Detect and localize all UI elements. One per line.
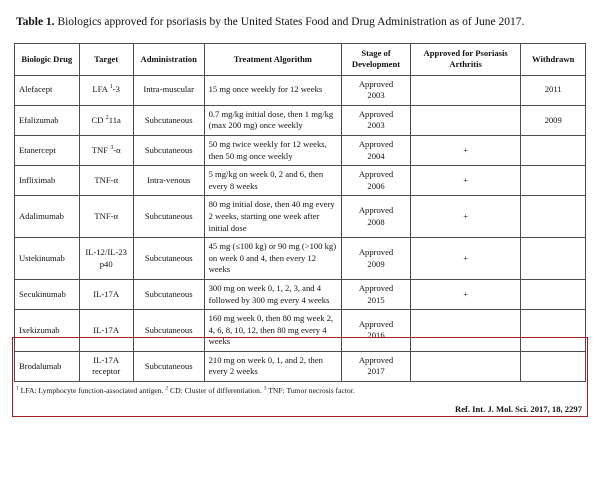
cell-arthritis: + [410,238,520,280]
cell-stage [342,105,411,135]
cell-algorithm: 50 mg twice weekly for 12 weeks, then 50 mg once weekly [204,135,342,165]
cell-administration: Subcutaneous [133,105,204,135]
cell-withdrawn [521,166,586,196]
table-caption [16,14,584,31]
footnote-marker: 2 [105,113,109,121]
cell-drug: Alefacept [15,75,80,105]
reference-citation: Ref. Int. J. Mol. Sci. 2017, 18, 2297 [455,404,582,415]
cell-withdrawn [521,351,586,381]
cell-administration: Subcutaneous [133,279,204,309]
cell-stage [342,75,411,105]
stage-status: Approved [358,138,394,149]
cell-target [79,310,133,352]
cell-drug: Secukinumab [15,279,80,309]
stage-status: Approved [358,169,394,180]
table-row-highlighted [15,279,586,309]
cell-algorithm: 5 mg/kg on week 0, 2 and 6, then every 8 weeks [204,166,342,196]
table-row [15,166,586,196]
col-header-withdrawn: Withdrawn [521,44,586,75]
cell-administration: Subcutaneous [133,196,204,238]
stage-year: 2015 [367,294,385,305]
cell-algorithm: 210 mg on week 0, 1, and 2, then every 2 weeks [204,351,342,381]
cell-drug: Brodalumab [15,351,80,381]
footnote-marker-1: 1 [16,385,19,392]
cell-algorithm: 15 mg once weekly for 12 weeks [204,75,342,105]
stage-status: Approved [358,318,394,329]
cell-target [79,75,133,105]
table-header [15,44,586,75]
cell-target [79,238,133,280]
col-header-administration: Administration [133,44,204,75]
cell-stage [342,351,411,381]
target-suffix: 11a [108,114,121,125]
footnote-marker: 1 [109,83,113,91]
cell-stage [342,238,411,280]
table-row [15,351,586,381]
col-header-drug: Biologic Drug [15,44,80,75]
cell-withdrawn [521,135,586,165]
target-prefix: TNF-α [94,174,118,185]
cell-arthritis: + [410,135,520,165]
cell-arthritis [410,105,520,135]
stage-year: 2016 [367,330,385,341]
footnote-text-1: LFA: Lymphocyte function-associated antigen. [20,386,164,396]
cell-algorithm: 0.7 mg/kg initial dose, then 1 mg/kg (max 200 mg) once weekly [204,105,342,135]
cell-arthritis: + [410,279,520,309]
cell-drug: Adalimumab [15,196,80,238]
stage-year: 2008 [367,216,385,227]
target-prefix: LFA [92,84,110,95]
footnote-marker-3: 3 [263,385,267,392]
col-header-treatment-algorithm: Treatment Algorithm [204,44,342,75]
stage-status: Approved [358,282,394,293]
cell-administration: Intra-venous [133,166,204,196]
cell-drug: Ustekinumab [15,238,80,280]
biologics-table [14,43,586,382]
cell-stage [342,310,411,352]
stage-status: Approved [358,354,394,365]
cell-stage [342,196,411,238]
cell-stage [342,279,411,309]
stage-status: Approved [358,78,394,89]
cell-administration: Intra-muscular [133,75,204,105]
footnote-marker-2: 2 [165,385,169,392]
cell-target [79,135,133,165]
footnote-text-2: CD: Cluster of differentiation. [170,386,262,396]
stage-year: 2009 [367,258,385,269]
target-suffix: -3 [112,84,120,95]
cell-arthritis [410,75,520,105]
footnote-text-3: TNF: Tumor necrosis factor. [268,386,355,396]
cell-withdrawn [521,238,586,280]
table-row [15,105,586,135]
cell-target [79,196,133,238]
col-header-approved-psoriasis-arthritis: Approved for Psoriasis Arthritis [410,44,520,75]
caption-label: Table 1. [16,16,55,28]
stage-year: 2017 [367,366,385,377]
cell-drug: Ixekizumab [15,310,80,352]
cell-target [79,351,133,381]
cell-arthritis: + [410,166,520,196]
target-suffix: -α [113,144,121,155]
table-row [15,75,586,105]
cell-stage [342,135,411,165]
cell-administration: Subcutaneous [133,135,204,165]
cell-withdrawn [521,196,586,238]
cell-withdrawn [521,310,586,352]
cell-withdrawn: 2009 [521,105,586,135]
stage-status: Approved [358,246,394,257]
cell-algorithm: 45 mg (≤100 kg) or 90 mg (>100 kg) on week 0 and 4, then every 12 weeks [204,238,342,280]
footnote-marker: 3 [110,143,114,151]
cell-drug: Infliximab [15,166,80,196]
target-prefix: TNF [91,144,111,155]
cell-withdrawn [521,279,586,309]
cell-target [79,166,133,196]
stage-status: Approved [358,205,394,216]
footnotes [16,385,584,396]
cell-stage [342,166,411,196]
target-prefix: IL-17A receptor [92,354,121,377]
cell-administration: Subcutaneous [133,351,204,381]
target-prefix: IL-17A [93,324,120,335]
stage-year: 2004 [367,150,385,161]
table-body [15,75,586,381]
col-header-target: Target [79,44,133,75]
cell-arthritis [410,310,520,352]
stage-year: 2003 [367,90,385,101]
stage-year: 2006 [367,180,385,191]
caption-text: Biologics approved for psoriasis by the United States Food and Drug Administration as of June 2017. [57,16,525,28]
cell-withdrawn: 2011 [521,75,586,105]
table-row [15,196,586,238]
cell-arthritis [410,351,520,381]
target-prefix: TNF-α [94,210,118,221]
cell-target [79,105,133,135]
target-prefix: IL-12/IL-23 p40 [85,246,127,269]
target-prefix: IL-17A [93,288,120,299]
target-prefix: CD [91,114,106,125]
stage-status: Approved [358,108,394,119]
cell-target [79,279,133,309]
cell-administration: Subcutaneous [133,310,204,352]
cell-arthritis: + [410,196,520,238]
table-header-row [15,44,586,75]
cell-drug: Efalizumab [15,105,80,135]
col-header-stage-of-development: Stage of Development [342,44,411,75]
table-row [15,238,586,280]
cell-algorithm: 160 mg week 0, then 80 mg week 2, 4, 6, 8, 10, 12, then 80 mg every 4 weeks [204,310,342,352]
table-row [15,135,586,165]
stage-year: 2003 [367,120,385,131]
cell-algorithm: 80 mg initial dose, then 40 mg every 2 weeks, starting one week after initial dose [204,196,342,238]
cell-administration: Subcutaneous [133,238,204,280]
table-row-highlighted [15,310,586,352]
cell-algorithm: 300 mg on week 0, 1, 2, 3, and 4 followed by 300 mg every 4 weeks [204,279,342,309]
cell-drug: Etanercept [15,135,80,165]
